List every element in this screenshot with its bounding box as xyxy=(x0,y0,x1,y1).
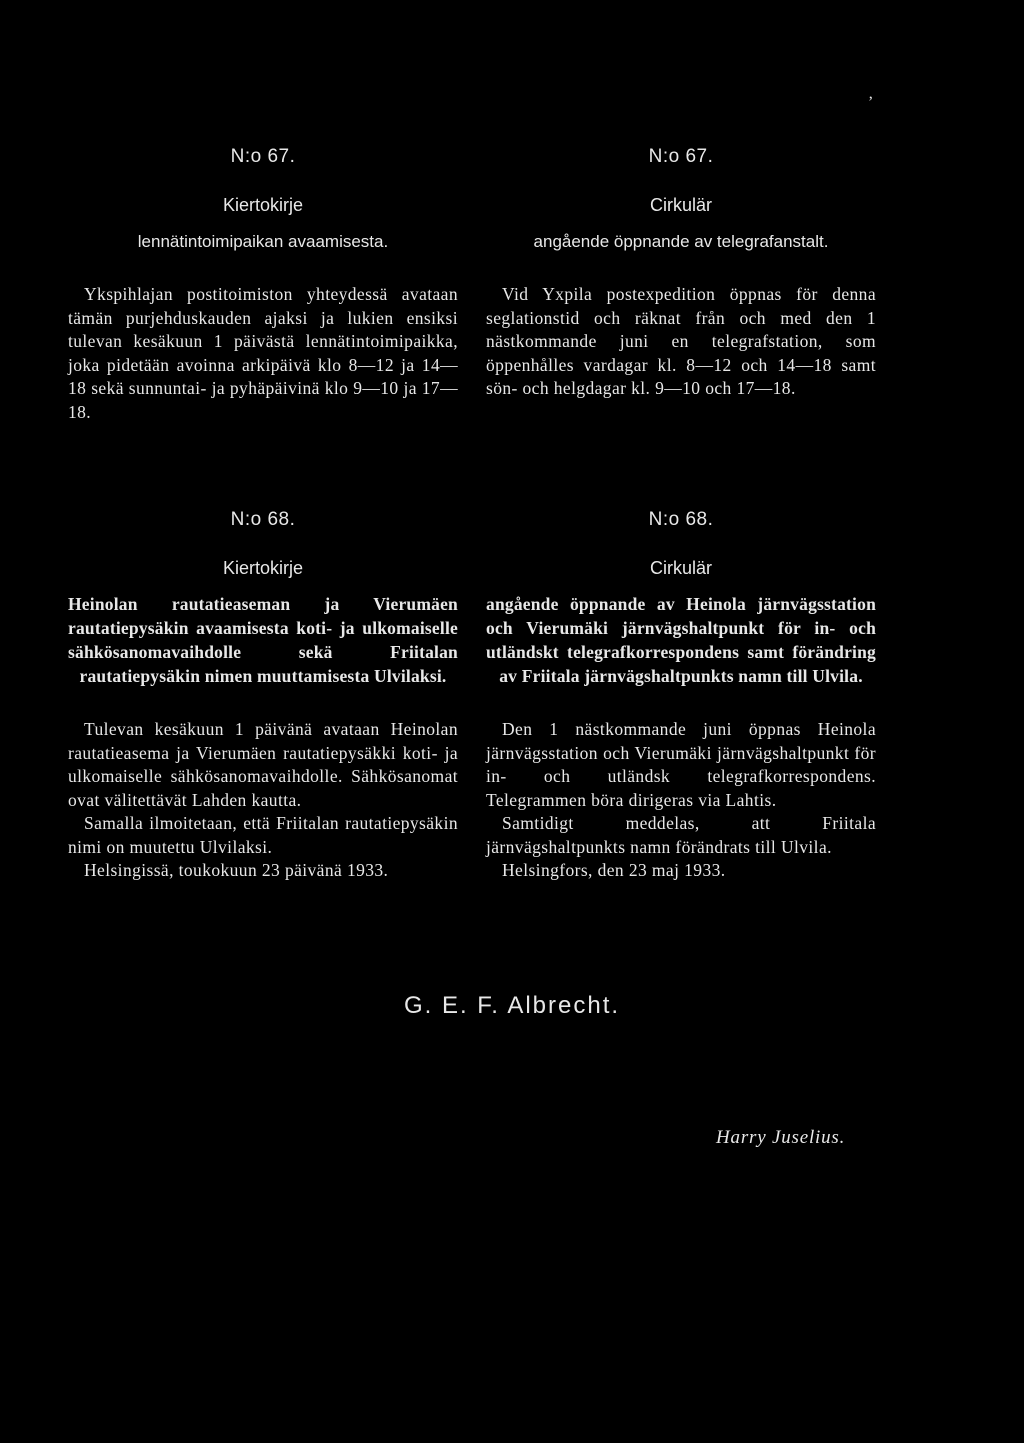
page-mark: ’ xyxy=(868,94,874,111)
body-paragraph: Samtidigt meddelas, att Friitala järnvägshaltpunkts namn förändrats till Ulvila. xyxy=(486,813,876,857)
circular-number: N:o 68. xyxy=(230,509,296,530)
body-paragraph: Ykspihlajan postitoimiston yhteydessä avataan tämän purjehduskauden ajaksi ja lukien ensiksi tulevan kesäkuun 1 päivästä lennätintoimipaikka, joka pidetään avoinna arkipäivä klo 8—12 ja 14—18 sekä sunnuntai- ja pyhäpäivinä klo 9—10 ja 17—18. xyxy=(68,284,458,422)
circular-kind: Cirkulär xyxy=(649,558,712,578)
date-line: Helsingfors, den 23 maj 1933. xyxy=(502,860,726,880)
circular-number: N:o 67. xyxy=(230,146,296,167)
circular-number: N:o 67. xyxy=(648,146,714,167)
body-paragraph: Den 1 nästkommande juni öppnas Heinola järnvägsstation och Vierumäki järnvägshaltpunkt för in- och utländsk telegrafkorrespondens. Telegrammen böra dirigeras via Lahtis. xyxy=(486,719,876,810)
circular-kind: Cirkulär xyxy=(649,195,712,215)
body-paragraph: Samalla ilmoitetaan, että Friitalan rautatiepysäkin nimi on muutettu Ulvilaksi. xyxy=(68,813,458,857)
circular-body xyxy=(486,718,876,883)
body-paragraph: Tulevan kesäkuun 1 päivänä avataan Heinolan rautatieasema ja Vierumäen rautatiepysäkki koti- ja ulkomaiselle sähkösanomavaihdolle. Sähkösanomat ovat välitettävät Lahden kautta. xyxy=(68,719,458,810)
circular-body xyxy=(68,283,458,424)
signature: G. E. F. Albrecht. xyxy=(403,992,621,1019)
circular-kind: Kiertokirje xyxy=(222,195,304,215)
countersignature: Harry Juselius. xyxy=(716,1127,846,1148)
circular-67-fi xyxy=(68,146,458,424)
body-paragraph: Vid Yxpila postexpedition öppnas för denna seglationstid och räknat från och med den 1 nästkommande juni en telegrafstation, som öppenhålles vardagar kl. 8—12 och 14—18 samt sön- och helgdagar kl. 9—10 och 17—18. xyxy=(486,284,876,398)
circular-68-sv xyxy=(486,509,876,883)
circular-subject: lennätintoimipaikan avaamisesta. xyxy=(137,232,389,251)
circular-body xyxy=(486,283,876,401)
circular-number: N:o 68. xyxy=(648,509,714,530)
circular-67-sv xyxy=(486,146,876,401)
circular-68-fi xyxy=(68,509,458,883)
circular-kind: Kiertokirje xyxy=(222,558,304,578)
circular-subject: Heinolan rautatieaseman ja Vierumäen rautatiepysäkin avaamisesta koti- ja ulkomaiselle sähkösanomavaihdolle sekä Friitalan rautatiepysäkin nimen muuttamisesta Ulvilaksi. xyxy=(68,594,458,686)
date-line: Helsingissä, toukokuun 23 päivänä 1933. xyxy=(84,860,389,880)
circular-body xyxy=(68,718,458,883)
circular-subject: angående öppnande av Heinola järnvägsstation och Vierumäki järnvägshaltpunkt för in- och utländskt telegrafkorrespondens samt förändring av Friitala järnvägshaltpunkts namn till Ulvila. xyxy=(486,594,876,686)
circular-subject: angående öppnande av telegrafanstalt. xyxy=(533,232,829,251)
